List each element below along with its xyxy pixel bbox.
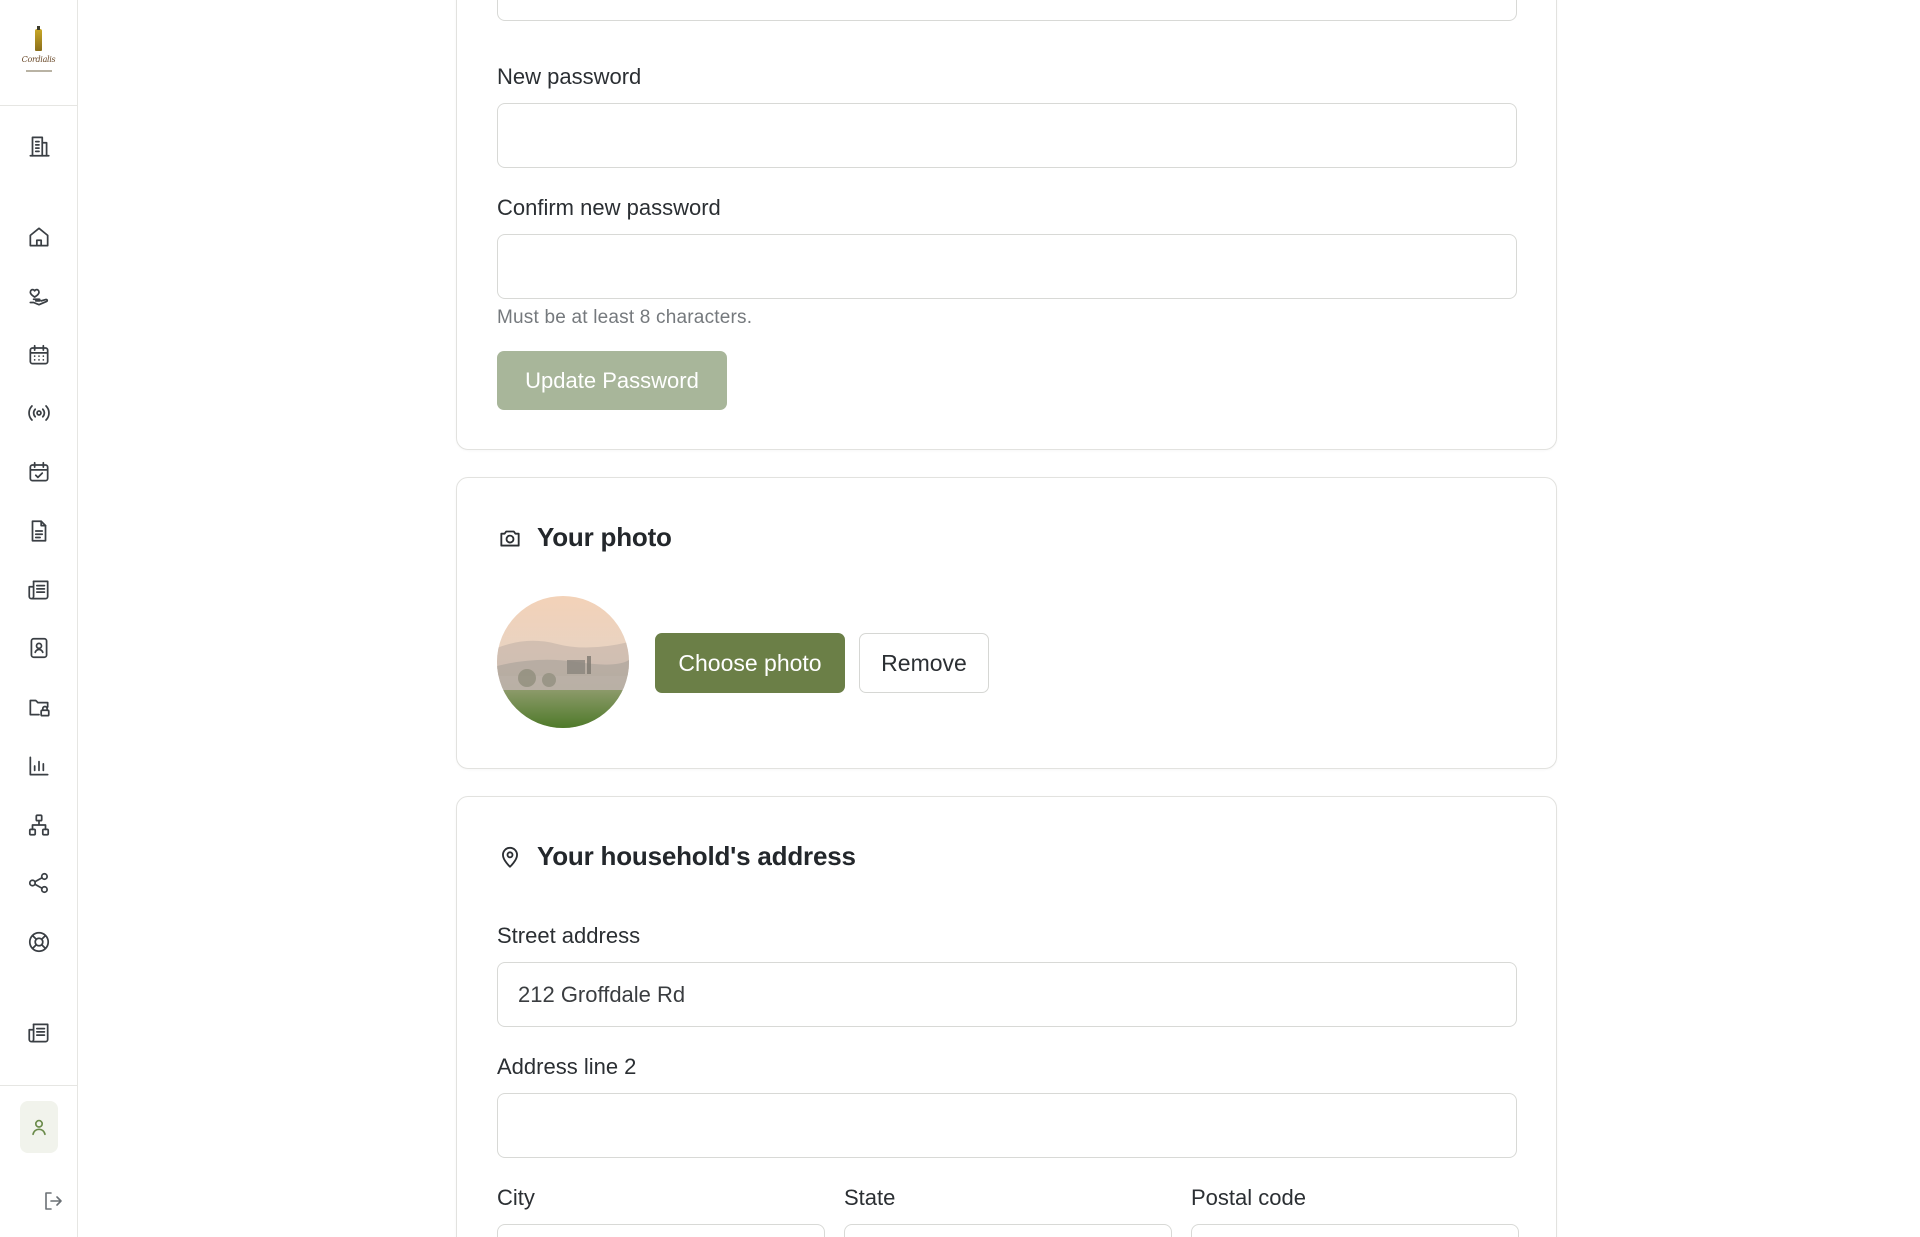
- building-icon[interactable]: [24, 131, 54, 161]
- city-field[interactable]: [497, 1224, 825, 1237]
- sidebar: [0, 0, 78, 1237]
- folder-lock-icon[interactable]: [24, 692, 54, 722]
- calendar-icon[interactable]: [24, 340, 54, 370]
- photo-card-title: [497, 522, 672, 553]
- newspaper-icon[interactable]: [24, 575, 54, 605]
- user-icon: [28, 1116, 50, 1138]
- address-card-title: [497, 841, 856, 872]
- avatar: [497, 596, 629, 728]
- address-card: [456, 796, 1557, 1237]
- logout-button[interactable]: [38, 1186, 68, 1216]
- address-line2-field[interactable]: [497, 1093, 1517, 1158]
- news-icon[interactable]: [24, 1018, 54, 1048]
- address-card-heading: Your household's address: [537, 841, 856, 871]
- contact-book-icon[interactable]: [24, 633, 54, 663]
- share-icon[interactable]: [24, 868, 54, 898]
- address-line2-label: Address line 2: [497, 1054, 637, 1079]
- current-password-field[interactable]: [497, 0, 1517, 21]
- lifebuoy-icon[interactable]: [24, 927, 54, 957]
- remove-photo-button[interactable]: Remove: [859, 633, 989, 693]
- bar-chart-icon[interactable]: [24, 751, 54, 781]
- map-pin-icon: [497, 844, 523, 870]
- street-address-field[interactable]: [497, 962, 1517, 1027]
- photo-card: [456, 477, 1557, 769]
- postal-code-label: Postal code: [1191, 1185, 1306, 1210]
- new-password-label: New password: [497, 64, 642, 89]
- calendar-check-icon[interactable]: [24, 457, 54, 487]
- state-label: State: [844, 1185, 896, 1210]
- camera-icon: [497, 525, 523, 551]
- sidebar-divider: [0, 1085, 77, 1086]
- hand-heart-icon[interactable]: [24, 281, 54, 311]
- home-icon[interactable]: [24, 222, 54, 252]
- document-icon[interactable]: [24, 516, 54, 546]
- logout-icon: [41, 1189, 65, 1213]
- photo-card-heading: Your photo: [537, 522, 672, 552]
- password-hint: Must be at least 8 characters.: [497, 307, 753, 328]
- org-chart-icon[interactable]: [24, 810, 54, 840]
- state-field[interactable]: [844, 1224, 1172, 1237]
- broadcast-icon[interactable]: [24, 398, 54, 428]
- choose-photo-button[interactable]: Choose photo: [655, 633, 845, 693]
- logo-mark: [22, 27, 56, 79]
- confirm-password-label: Confirm new password: [497, 195, 721, 220]
- brand-logo[interactable]: [0, 0, 77, 106]
- logo-wordmark: Cordialis: [21, 54, 56, 64]
- password-card: [456, 0, 1557, 450]
- city-label: City: [497, 1185, 535, 1210]
- update-password-button[interactable]: Update Password: [497, 351, 727, 410]
- profile-button[interactable]: [20, 1101, 58, 1153]
- new-password-field[interactable]: [497, 103, 1517, 168]
- street-address-label: Street address: [497, 923, 641, 948]
- postal-code-field[interactable]: [1191, 1224, 1519, 1237]
- confirm-password-field[interactable]: [497, 234, 1517, 299]
